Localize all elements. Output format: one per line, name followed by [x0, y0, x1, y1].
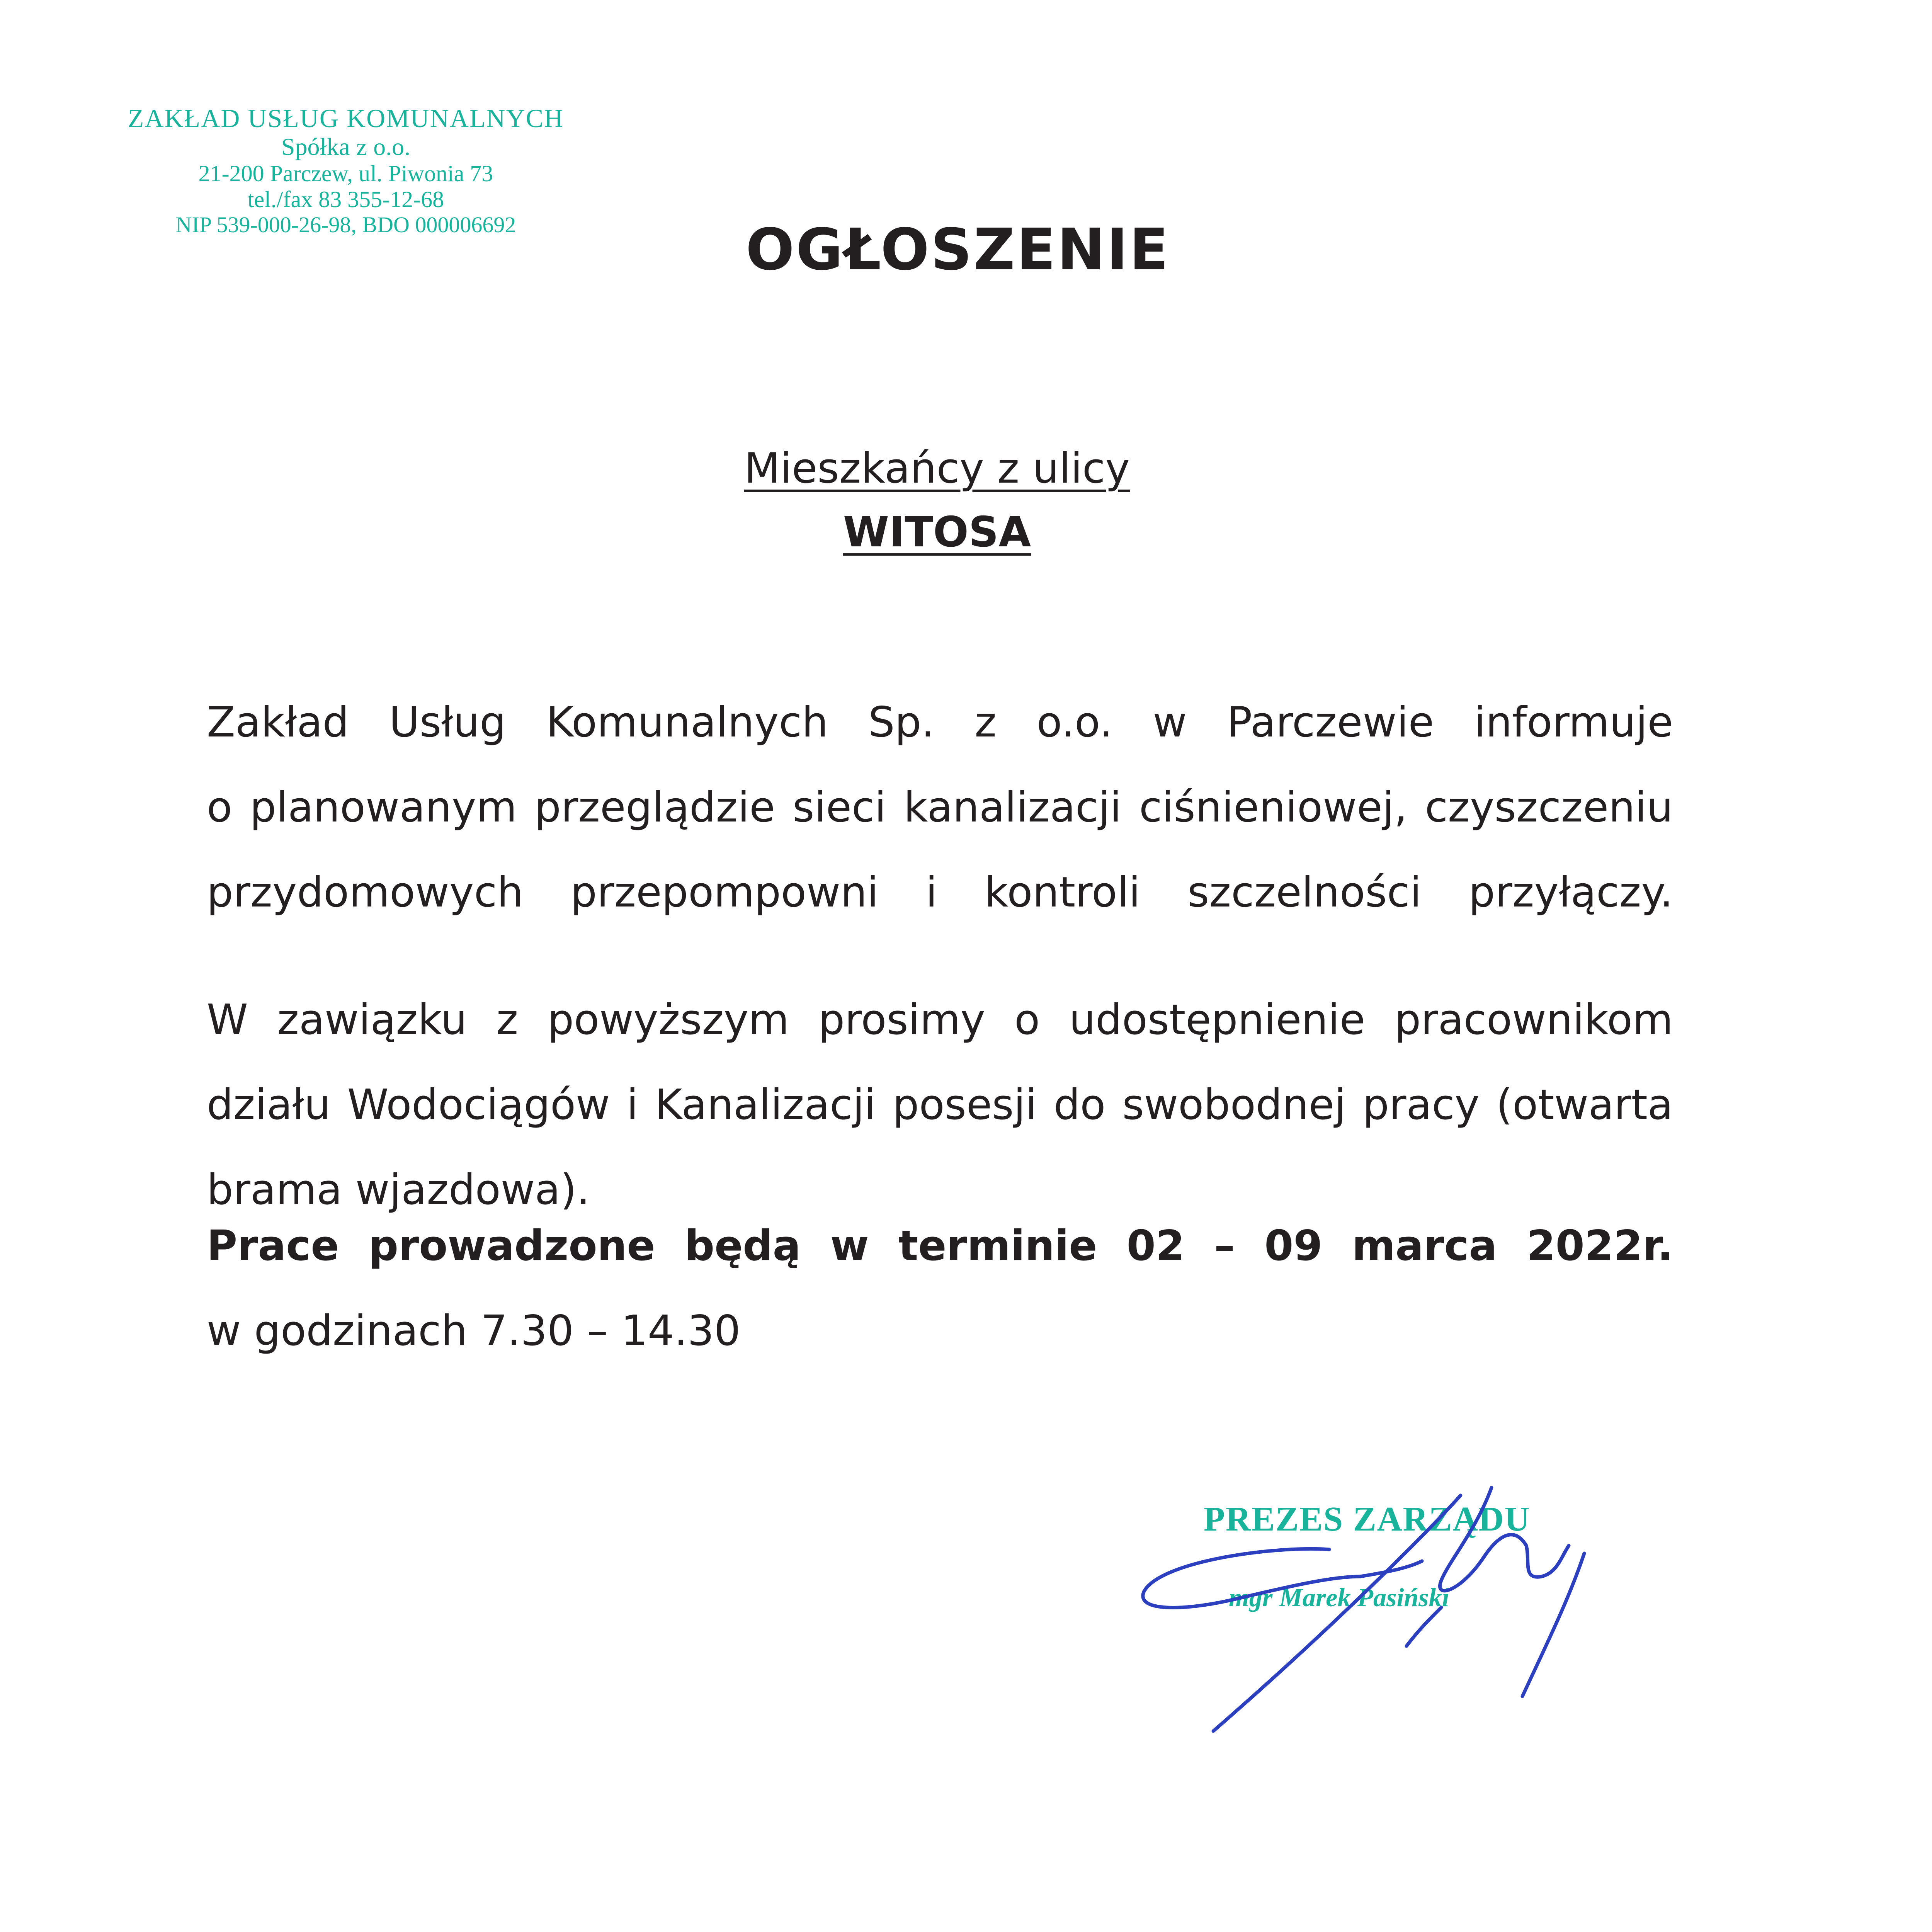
paragraph-line: brama wjazdowa).	[207, 1166, 590, 1214]
paragraph-line: przydomowych przepompowni i kontroli szczelności przyłączy.	[207, 868, 1673, 917]
schedule-paragraph	[207, 1204, 1673, 1374]
paragraph-line: o planowanym przeglądzie sieci kanalizacji ciśnieniowej, czyszczeniu	[207, 783, 1673, 832]
signature-block	[1113, 1430, 1654, 1777]
signature-role: PREZES ZARZĄDU	[1204, 1500, 1531, 1538]
stamp-address: 21-200 Parczew, ul. Piwonia 73	[198, 160, 493, 186]
schedule-hours: w godzinach 7.30 – 14.30	[207, 1307, 741, 1355]
company-stamp	[128, 104, 564, 238]
addressee-line: Mieszkańcy z ulicy	[744, 444, 1130, 493]
paragraph-line: działu Wodociągów i Kanalizacji posesji do swobodnej pracy (otwarta	[207, 1081, 1673, 1129]
request-paragraph	[207, 978, 1673, 1233]
paragraph-line: W zawiązku z powyższym prosimy o udostępnienie pracownikom	[207, 996, 1673, 1044]
handwritten-signature-icon	[1113, 1430, 1654, 1777]
street-name: WITOSA	[843, 508, 1031, 556]
stamp-tax-ids: NIP 539-000-26-98, BDO 000006692	[175, 212, 516, 238]
paragraph-line: Zakład Usług Komunalnych Sp. z o.o. w Parczewie informuje	[207, 698, 1673, 747]
signature-name: mgr Marek Pasiński	[1229, 1583, 1449, 1612]
stamp-company-form: Spółka z o.o.	[281, 133, 411, 161]
stamp-phone: tel./fax 83 355-12-68	[247, 187, 444, 213]
schedule-dates: Prace prowadzone będą w terminie 02 – 09 marca 2022r.	[207, 1222, 1673, 1270]
stamp-company-name: ZAKŁAD USŁUG KOMUNALNYCH	[128, 104, 564, 133]
announcement-paragraph	[207, 680, 1673, 935]
addressee-block	[618, 444, 1256, 556]
page-title: OGŁOSZENIE	[746, 216, 1170, 283]
